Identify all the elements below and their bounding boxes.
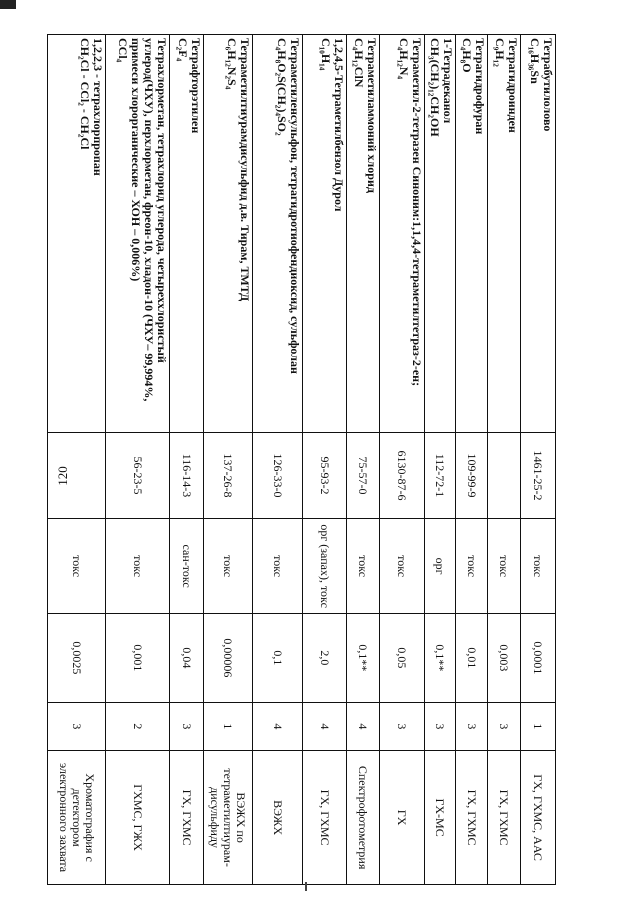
concentration-value-cell: 0,04	[170, 614, 204, 702]
hazard-class-cell: 3	[488, 702, 521, 751]
indicator-class-cell: токс	[521, 519, 556, 614]
scan-artifact-mark	[305, 882, 307, 891]
table-row	[303, 35, 347, 885]
concentration-value-cell: 0,1**	[347, 614, 380, 702]
hazard-class-cell: 3	[425, 702, 456, 751]
substance-name-cell	[488, 35, 521, 433]
substance-name-cell	[456, 35, 488, 433]
concentration-value-cell: 0,0001	[521, 614, 556, 702]
analysis-method-cell: ГХ, ГХМС	[488, 751, 521, 885]
substance-formula: C₄H₁₂N₄	[397, 38, 411, 80]
cas-number-cell: 116-14-3	[170, 432, 204, 518]
analysis-method-cell: ГХ-МС	[425, 751, 456, 885]
table-row	[48, 35, 106, 885]
substance-formula: C₁₀H₁₄	[319, 38, 333, 71]
indicator-class-cell: токс	[456, 519, 488, 614]
substance-formula: C₄H₈O	[460, 38, 474, 73]
analysis-method-cell: ВЭЖХ по тетраметилтиурам-дисульфиду	[204, 751, 253, 885]
page-number: 120	[55, 466, 70, 486]
hazard-class-cell: 3	[170, 702, 204, 751]
hazard-class-cell: 1	[204, 702, 253, 751]
concentration-value-cell: 0,01	[456, 614, 488, 702]
indicator-class-cell: токс	[106, 519, 170, 614]
cas-number-cell	[488, 432, 521, 518]
table-row	[488, 35, 521, 885]
substance-name-cell	[204, 35, 253, 433]
substance-name: 1,2,4,5-Тетраметилбензол Дурол	[332, 38, 346, 212]
scan-edge-mark	[0, 0, 16, 9]
cas-number-cell: 56-23-5	[106, 432, 170, 518]
substance-name: Тетрафторэтилен	[189, 38, 203, 134]
cas-number-cell: 137-26-8	[204, 432, 253, 518]
substance-name: Тетрагидроинден	[506, 38, 520, 133]
table-row	[521, 35, 556, 885]
indicator-class-cell: токс	[48, 519, 106, 614]
hazard-class-cell: 4	[303, 702, 347, 751]
hazard-class-cell: 3	[456, 702, 488, 751]
cas-number-cell: 109-99-9	[456, 432, 488, 518]
table-row	[170, 35, 204, 885]
substance-name-cell	[48, 35, 106, 433]
substance-name: Тетраметил-2-тетразен Синоним:1,1,4,4-тетраметилтетраз-2-ен;	[410, 38, 424, 387]
table-row	[347, 35, 380, 885]
cas-number-cell: 6130-87-6	[380, 432, 425, 518]
concentration-value-cell: 2,0	[303, 614, 347, 702]
concentration-value-cell: 0,001	[106, 614, 170, 702]
substance-name-cell	[521, 35, 556, 433]
substance-name: 1-Тетрадеканол	[441, 38, 455, 124]
analysis-method-cell: ГХ, ГХМС	[170, 751, 204, 885]
substance-name-cell	[253, 35, 303, 433]
concentration-value-cell: 0,0025	[48, 614, 106, 702]
indicator-class-cell: токс	[380, 519, 425, 614]
hazard-class-cell: 4	[347, 702, 380, 751]
table-row	[106, 35, 170, 885]
table-row	[456, 35, 488, 885]
substance-name: Тетрагидрофуран	[473, 38, 487, 135]
cas-number-cell: 126-33-0	[253, 432, 303, 518]
substance-table	[47, 34, 556, 885]
cas-number-cell: 1461-25-2	[521, 432, 556, 518]
concentration-value-cell: 0,00006	[204, 614, 253, 702]
substance-name: Тетраметиленсульфон, тетрагидротиофендиоксид, сульфолан	[288, 38, 302, 374]
analysis-method-cell: Спектрофотометрия	[347, 751, 380, 885]
substance-formula: C₆H₁₂N₂S₄	[225, 38, 239, 90]
cas-number-cell: 75-57-0	[347, 432, 380, 518]
substance-formula: C₂F₄	[176, 38, 190, 62]
indicator-class-cell: токс	[204, 519, 253, 614]
indicator-class-cell: орг (запах), токс	[303, 519, 347, 614]
indicator-class-cell: сан-токс	[170, 519, 204, 614]
hazard-class-cell: 4	[253, 702, 303, 751]
table-body	[48, 35, 556, 885]
substance-formula: C₉H₁₂	[493, 38, 507, 67]
hazard-class-cell: 3	[48, 702, 106, 751]
concentration-value-cell: 0,1**	[425, 614, 456, 702]
substance-name: Тетраметилтиурамдисульфид д.в. Тирам, ТМТД	[238, 38, 252, 302]
substance-formula: C₁₆H₃₆Sn	[528, 38, 542, 84]
substance-name: 1,2,2,3 - тетрахлорпропан	[91, 38, 105, 176]
cas-number-cell: 112-72-1	[425, 432, 456, 518]
substance-name-cell	[170, 35, 204, 433]
hazard-class-cell: 2	[106, 702, 170, 751]
substance-name-cell	[347, 35, 380, 433]
table-row	[380, 35, 425, 885]
concentration-value-cell: 0,003	[488, 614, 521, 702]
substance-formula: C₄H₁₂ClN	[352, 38, 366, 88]
concentration-value-cell: 0,05	[380, 614, 425, 702]
table-row	[253, 35, 303, 885]
indicator-class-cell: токс	[347, 519, 380, 614]
indicator-class-cell: токс	[488, 519, 521, 614]
analysis-method-cell: ГХ, ГХМС	[456, 751, 488, 885]
substance-formula: C₄H₈O₂S(CH₂)₄SO₂	[275, 38, 289, 136]
analysis-method-cell: Хроматография с детектором электронного захвата	[48, 751, 106, 885]
substance-name: Тетраметиламмоний хлорид	[365, 38, 379, 193]
analysis-method-cell: ГХ, ГХМС, ААС	[521, 751, 556, 885]
indicator-class-cell: орг	[425, 519, 456, 614]
analysis-method-cell: ВЭЖХ	[253, 751, 303, 885]
substance-name-cell	[425, 35, 456, 433]
analysis-method-cell: ГХ, ГХМС	[303, 751, 347, 885]
table-row	[425, 35, 456, 885]
substance-formula: CCl₄	[116, 38, 130, 63]
analysis-method-cell: ГХ	[380, 751, 425, 885]
indicator-class-cell: токс	[253, 519, 303, 614]
cas-number-cell	[48, 432, 106, 518]
substance-formula: CH₂Cl - CCl₂ - CH₂Cl	[78, 38, 92, 150]
cas-number-cell: 95-93-2	[303, 432, 347, 518]
substance-name-cell	[106, 35, 170, 433]
substance-name: Тетрахлорметан, тетрахлорид углерода, четыреххлористый углерод(ЧХУ), перхлорметан, фреон-10, хладон-10 (ЧХУ– 99,994%, примеси хлорорганические – ХОН – 0,006%)	[129, 38, 169, 402]
analysis-method-cell: ГХМС, ГЖХ	[106, 751, 170, 885]
substance-name-cell	[380, 35, 425, 433]
concentration-value-cell: 0,1	[253, 614, 303, 702]
substance-formula: CH₃(CH₂)₁₂CH₂OH	[428, 38, 442, 137]
hazard-class-cell: 3	[380, 702, 425, 751]
substance-name: Тетрабутилолово	[541, 38, 555, 132]
table-row	[204, 35, 253, 885]
substance-name-cell	[303, 35, 347, 433]
hazard-class-cell: 1	[521, 702, 556, 751]
